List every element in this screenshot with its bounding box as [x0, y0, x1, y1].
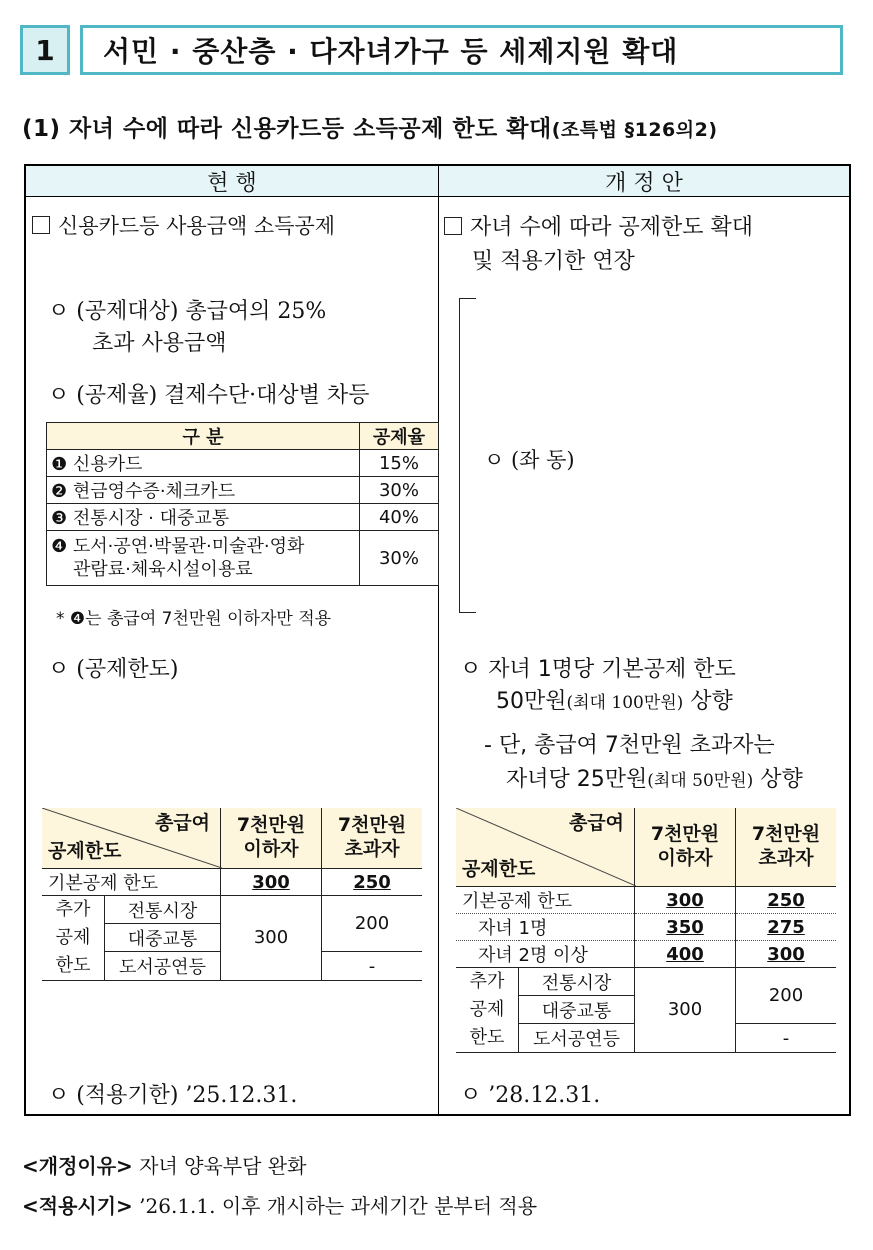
current-period: ㅇ (적용기한) ’25.12.31.: [48, 1083, 298, 1108]
extra-item: 대중교통: [519, 996, 635, 1024]
section-title: 서민 · 중산층 · 다자녀가구 등 세제지원 확대: [80, 25, 843, 75]
limit-amount: 50만원: [496, 689, 567, 714]
row-item: 현금영수증·체크카드: [72, 481, 236, 502]
extra-gt-books: -: [322, 952, 423, 980]
subsection-title-text: (1) 자녀 수에 따라 신용카드등 소득공제 한도 확대: [22, 116, 552, 142]
current-heading-text: 신용카드등 사용금액 소득공제: [58, 214, 336, 238]
rate-col-rate: 공제율: [360, 423, 439, 450]
row-le: 400: [666, 943, 704, 965]
extra-gt: 200: [736, 968, 837, 1024]
rate-col-type: 구 분: [47, 423, 360, 450]
table-row: [47, 477, 439, 504]
current-rate-label: ㅇ (공제율) 결제수단·대상별 차등: [48, 383, 370, 408]
row-rate: 30%: [360, 531, 439, 586]
checkbox-icon: [444, 217, 462, 235]
checkbox-icon: [32, 216, 50, 234]
extra-gt: 200: [322, 896, 423, 952]
row-label: 기본공제 한도: [456, 887, 635, 914]
row-item: 도서·공연·박물관·미술관·영화: [72, 535, 305, 557]
row-gt: 250: [767, 889, 805, 911]
subsection-title: [22, 110, 718, 143]
apply-text: ’26.1.1. 이후 개시하는 과세기간 분부터 적용: [139, 1194, 538, 1218]
header-current: 현 행: [26, 166, 438, 197]
table-row: [456, 914, 836, 941]
proposed-heading-line2: 및 적용기한 연장: [472, 249, 635, 274]
column-divider: [438, 166, 439, 1114]
row-rate: 30%: [360, 477, 439, 504]
row-item: 전통시장 · 대중교통: [72, 508, 230, 529]
proposed-heading: [444, 210, 753, 241]
table-row: [42, 869, 422, 896]
row-item-cont: 관람료·체육시설이용료: [73, 559, 253, 580]
current-limit-label: ㅇ (공제한도): [48, 657, 179, 682]
diag-bottom: 공제한도: [48, 840, 122, 863]
table-row: [47, 450, 439, 477]
table-row: [42, 896, 422, 924]
row-item: 신용카드: [72, 454, 143, 475]
basic-gt: 250: [353, 871, 391, 893]
diag-header: [456, 808, 635, 887]
current-target-label: ㅇ (공제대상) 총급여의 25%: [48, 299, 327, 324]
table-row: [47, 504, 439, 531]
extra-le: 300: [635, 968, 736, 1053]
current-limit-table: [42, 808, 422, 981]
comparison-table: [24, 164, 851, 1116]
application-period: [22, 1190, 537, 1219]
diag-bottom: 공제한도: [462, 858, 536, 881]
note-amount: 자녀당 25만원: [506, 767, 648, 792]
row-gt: 275: [767, 916, 805, 938]
proposed-heading-text: 자녀 수에 따라 공제한도 확대: [470, 215, 753, 240]
row-label: 자녀 2명 이상: [456, 941, 635, 968]
proposed-note-line2: [506, 762, 803, 793]
col-le: 7천만원 이하자: [635, 808, 736, 887]
table-row: [456, 941, 836, 968]
rate-note: * ❹는 총급여 7천만원 이하자만 적용: [56, 609, 332, 629]
proposed-limit-line1: ㅇ 자녀 1명당 기본공제 한도: [460, 657, 736, 682]
col-le: 7천만원 이하자: [221, 808, 322, 869]
diag-header: [42, 808, 221, 869]
extra-gt-books: -: [736, 1024, 837, 1052]
row-mark: ❸: [51, 508, 68, 529]
diag-top: 총급여: [568, 812, 624, 834]
reason-text: 자녀 양육부담 완화: [139, 1154, 307, 1178]
row-rate: 40%: [360, 504, 439, 531]
proposed-limit-table: [456, 808, 836, 1053]
limit-max: (최대 100만원): [566, 693, 684, 713]
col-gt: 7천만원 초과자: [736, 808, 837, 887]
limit-raise: 상향: [683, 689, 733, 714]
row-mark: ❷: [51, 481, 68, 502]
extra-label: 추가 공제 한도: [456, 968, 519, 1053]
rate-table: [46, 422, 439, 586]
row-label: 자녀 1명: [456, 914, 635, 941]
table-row: [456, 968, 836, 996]
row-mark: ❹: [51, 535, 68, 557]
proposed-note-line1: - 단, 총급여 7천만원 초과자는: [484, 733, 775, 758]
proposed-same: ㅇ (좌 동): [484, 448, 575, 472]
note-raise: 상향: [753, 767, 803, 792]
note-max: (최대 50만원): [647, 771, 754, 791]
header-proposed: 개 정 안: [439, 166, 849, 197]
row-le: 350: [666, 916, 704, 938]
proposed-limit-line2: [496, 684, 733, 715]
section-number: 1: [20, 25, 70, 75]
proposed-period: ㅇ ’28.12.31.: [460, 1083, 601, 1108]
row-gt: 300: [767, 943, 805, 965]
extra-label: 추가 공제 한도: [42, 896, 105, 981]
extra-item: 도서공연등: [105, 952, 221, 980]
bracket: [459, 298, 476, 613]
extra-item: 전통시장: [105, 896, 221, 924]
table-row: [456, 887, 836, 914]
row-le: 300: [666, 889, 704, 911]
revision-reason: [22, 1150, 306, 1179]
extra-item: 대중교통: [105, 924, 221, 952]
diag-top: 총급여: [154, 812, 210, 834]
basic-le: 300: [252, 871, 290, 893]
table-row: [47, 531, 439, 586]
extra-item: 전통시장: [519, 968, 635, 996]
apply-label: <적용시기>: [22, 1194, 133, 1218]
current-target-cont: 초과 사용금액: [92, 331, 227, 356]
current-heading: [32, 210, 335, 240]
row-rate: 15%: [360, 450, 439, 477]
reason-label: <개정이유>: [22, 1154, 133, 1178]
basic-label: 기본공제 한도: [42, 869, 221, 896]
extra-item: 도서공연등: [519, 1024, 635, 1052]
subsection-law: (조특법 §126의2): [551, 119, 718, 141]
col-gt: 7천만원 초과자: [322, 808, 423, 869]
extra-le: 300: [221, 896, 322, 981]
row-mark: ❶: [51, 454, 68, 475]
